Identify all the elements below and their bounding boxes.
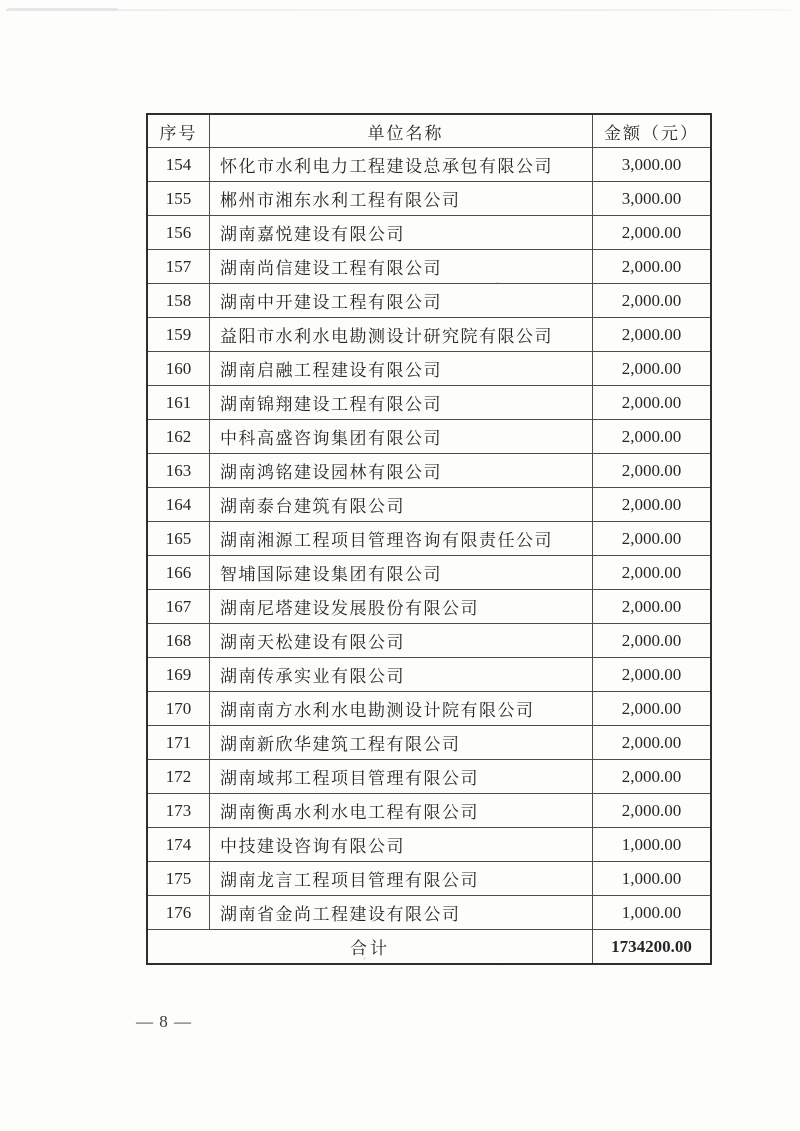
row-serial-number: 160 <box>147 352 210 386</box>
row-serial-number: 161 <box>147 386 210 420</box>
table-row <box>147 182 711 216</box>
row-unit-name: 湖南天松建设有限公司 <box>210 624 593 658</box>
table-row <box>147 658 711 692</box>
row-serial-number: 163 <box>147 454 210 488</box>
row-amount: 3,000.00 <box>593 182 712 216</box>
row-serial-number: 176 <box>147 896 210 930</box>
total-row <box>147 930 711 965</box>
row-serial-number: 159 <box>147 318 210 352</box>
table-row <box>147 862 711 896</box>
row-amount: 2,000.00 <box>593 386 712 420</box>
row-amount: 2,000.00 <box>593 216 712 250</box>
row-amount: 1,000.00 <box>593 862 712 896</box>
row-unit-name: 湖南嘉悦建设有限公司 <box>210 216 593 250</box>
table-row <box>147 420 711 454</box>
row-amount: 2,000.00 <box>593 318 712 352</box>
row-unit-name: 湖南龙言工程项目管理有限公司 <box>210 862 593 896</box>
payment-table <box>146 113 712 965</box>
row-unit-name: 湖南尼塔建设发展股份有限公司 <box>210 590 593 624</box>
table-row <box>147 352 711 386</box>
table-row <box>147 794 711 828</box>
row-amount: 2,000.00 <box>593 692 712 726</box>
row-unit-name: 湖南省金尚工程建设有限公司 <box>210 896 593 930</box>
table-row <box>147 828 711 862</box>
row-unit-name: 湖南域邦工程项目管理有限公司 <box>210 760 593 794</box>
row-unit-name: 湖南新欣华建筑工程有限公司 <box>210 726 593 760</box>
scan-artifact-line <box>6 9 792 11</box>
row-amount: 2,000.00 <box>593 250 712 284</box>
row-unit-name: 湖南中开建设工程有限公司 <box>210 284 593 318</box>
row-amount: 2,000.00 <box>593 454 712 488</box>
row-serial-number: 158 <box>147 284 210 318</box>
row-serial-number: 171 <box>147 726 210 760</box>
row-unit-name: 湖南锦翔建设工程有限公司 <box>210 386 593 420</box>
table-row <box>147 590 711 624</box>
row-amount: 2,000.00 <box>593 522 712 556</box>
table-row <box>147 216 711 250</box>
row-amount: 2,000.00 <box>593 284 712 318</box>
header-serial-number: 序号 <box>147 114 210 148</box>
row-serial-number: 172 <box>147 760 210 794</box>
row-unit-name: 湖南尚信建设工程有限公司 <box>210 250 593 284</box>
row-amount: 2,000.00 <box>593 352 712 386</box>
table-row <box>147 488 711 522</box>
row-amount: 2,000.00 <box>593 658 712 692</box>
row-serial-number: 174 <box>147 828 210 862</box>
row-unit-name: 湖南传承实业有限公司 <box>210 658 593 692</box>
table-row <box>147 760 711 794</box>
table-row <box>147 624 711 658</box>
row-amount: 2,000.00 <box>593 726 712 760</box>
row-unit-name: 湖南鸿铭建设园林有限公司 <box>210 454 593 488</box>
row-serial-number: 155 <box>147 182 210 216</box>
row-amount: 2,000.00 <box>593 556 712 590</box>
row-serial-number: 169 <box>147 658 210 692</box>
row-amount: 2,000.00 <box>593 794 712 828</box>
table-row <box>147 318 711 352</box>
table-row <box>147 692 711 726</box>
table-row <box>147 386 711 420</box>
row-serial-number: 167 <box>147 590 210 624</box>
total-label: 合计 <box>147 930 593 965</box>
header-unit-name: 单位名称 <box>210 114 593 148</box>
row-unit-name: 怀化市水利电力工程建设总承包有限公司 <box>210 148 593 182</box>
row-unit-name: 湖南衡禹水利水电工程有限公司 <box>210 794 593 828</box>
row-unit-name: 智埔国际建设集团有限公司 <box>210 556 593 590</box>
row-serial-number: 175 <box>147 862 210 896</box>
row-serial-number: 157 <box>147 250 210 284</box>
row-unit-name: 湖南湘源工程项目管理咨询有限责任公司 <box>210 522 593 556</box>
table-row <box>147 250 711 284</box>
row-amount: 2,000.00 <box>593 590 712 624</box>
row-serial-number: 154 <box>147 148 210 182</box>
row-unit-name: 湖南启融工程建设有限公司 <box>210 352 593 386</box>
row-amount: 2,000.00 <box>593 488 712 522</box>
scan-artifact-segment <box>8 8 118 11</box>
header-amount: 金额（元） <box>593 114 712 148</box>
row-unit-name: 湖南南方水利水电勘测设计院有限公司 <box>210 692 593 726</box>
row-amount: 2,000.00 <box>593 420 712 454</box>
row-unit-name: 湖南泰台建筑有限公司 <box>210 488 593 522</box>
table-row <box>147 896 711 930</box>
row-unit-name: 中技建设咨询有限公司 <box>210 828 593 862</box>
row-amount: 2,000.00 <box>593 760 712 794</box>
page-number: — 8 — <box>136 1012 192 1031</box>
row-amount: 1,000.00 <box>593 828 712 862</box>
table-row <box>147 148 711 182</box>
row-serial-number: 168 <box>147 624 210 658</box>
row-serial-number: 162 <box>147 420 210 454</box>
table-row <box>147 454 711 488</box>
row-serial-number: 164 <box>147 488 210 522</box>
header-row <box>147 114 711 148</box>
row-unit-name: 益阳市水利水电勘测设计研究院有限公司 <box>210 318 593 352</box>
row-serial-number: 156 <box>147 216 210 250</box>
table-row <box>147 284 711 318</box>
row-serial-number: 166 <box>147 556 210 590</box>
table-row <box>147 556 711 590</box>
row-amount: 2,000.00 <box>593 624 712 658</box>
row-unit-name: 郴州市湘东水利工程有限公司 <box>210 182 593 216</box>
table-row <box>147 726 711 760</box>
row-serial-number: 170 <box>147 692 210 726</box>
row-amount: 3,000.00 <box>593 148 712 182</box>
row-serial-number: 173 <box>147 794 210 828</box>
table-row <box>147 522 711 556</box>
row-amount: 1,000.00 <box>593 896 712 930</box>
total-amount: 1734200.00 <box>593 930 712 965</box>
row-serial-number: 165 <box>147 522 210 556</box>
row-unit-name: 中科高盛咨询集团有限公司 <box>210 420 593 454</box>
